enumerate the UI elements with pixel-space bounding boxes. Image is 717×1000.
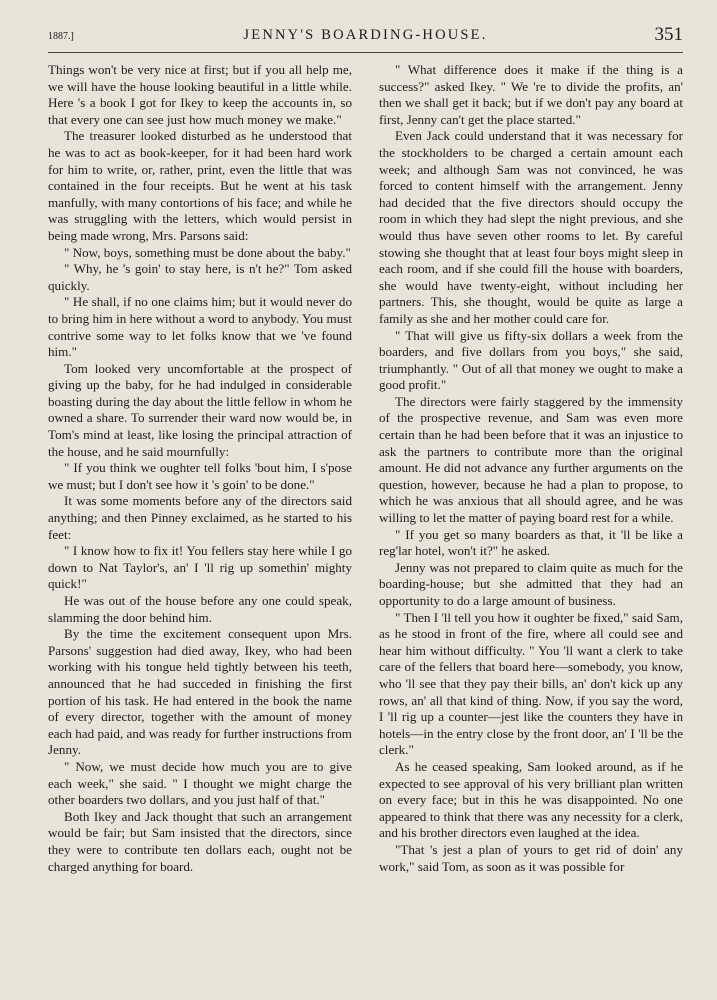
paragraph: " Why, he 's goin' to stay here, is n't he?" Tom asked quickly.: [48, 261, 352, 293]
paragraph: " Then I 'll tell you how it oughter be fixed," said Sam, as he stood in front of the fire, where all could see and hear him without difficulty. " You 'll want a clerk to take care of the fellers that board here—somebody, you know, who 'll see that they pay their bills, an' don't kick up any rows, an' all that kind of thing. Now, if you say the word, I 'll rig up a counter—jest like the counters they have in hotels—in the entry close by the front door, an' I 'll be the clerk.": [379, 609, 683, 758]
paragraph: Both Ikey and Jack thought that such an arrangement would be fair; but Sam insisted that the directors, since they were to contribute ten dollars each, ought not be charged anything for board.: [48, 808, 352, 874]
paragraph: Jenny was not prepared to claim quite as much for the boarding-house; but she admitted that they had an opportunity to do a large amount of business.: [379, 559, 683, 608]
paragraph: " If you think we oughter tell folks 'bout him, I s'pose we must; but I don't see how it 's goin' to be done.": [48, 460, 352, 492]
paragraph: " That will give us fifty-six dollars a week from the boarders, and five dollars from you boys," she said, triumphantly. " Out of all that money we ought to make a good profit.": [379, 327, 683, 393]
running-header: [48, 22, 683, 53]
paragraph: Things won't be very nice at first; but if you all help me, we will have the house looking beautiful in a little while. Here 's a book I got for Ikey to keep the accounts in, so that every one can see just how much money we make.": [48, 62, 352, 127]
paragraph: As he ceased speaking, Sam looked around, as if he expected to see approval of his very brilliant plan written on every face; but in this he was disappointed. No one appeared to think that there was any necessity for a clerk, and his brother directors even laughed at the idea.: [379, 758, 683, 841]
paragraph: " If you get so many boarders as that, it 'll be like a reg'lar hotel, won't it?" he asked.: [379, 526, 683, 559]
paragraph: " Now, we must decide how much you are to give each week," she said. " I thought we might charge the other boarders two dollars, and you just half of that.": [48, 758, 352, 808]
right-column: [379, 62, 683, 875]
paragraph: Tom looked very uncomfortable at the prospect of giving up the baby, for he had indulged in considerable boasting during the day about the little fellow in whom he owned a share. To surrender their ward now would be, in Tom's mind at least, like losing the principal attraction of the house, and he said mournfully:: [48, 360, 353, 459]
header-date: 1887.]: [48, 31, 74, 42]
paragraph: " Now, boys, something must be done about the baby.": [64, 244, 351, 260]
paragraph: It was some moments before any of the directors said anything; and then Pinney exclaimed, as he started to his feet:: [48, 493, 352, 542]
paragraph: He was out of the house before any one could speak, slamming the door behind him.: [48, 593, 352, 625]
paragraph: " I know how to fix it! You fellers stay here while I go down to Nat Taylor's, an' I 'll rig up somethin' mighty quick!": [48, 543, 352, 592]
paragraph: "That 's jest a plan of yours to get rid of doin' any work," said Tom, as soon as it was possible for: [379, 841, 683, 874]
left-column: [48, 62, 352, 875]
paragraph: " He shall, if no one claims him; but it would never do to bring him in here without a word to anybody. You must contrive some way to let folks know that we 've found him.": [48, 294, 352, 360]
page-number: 351: [654, 24, 683, 45]
paragraph: The directors were fairly staggered by the immensity of the prospective revenue, and Sam was even more certain than he had been before that it was an injustice to ask the partners to contribute more than the original amount. He did not advance any further arguments on the question, however, because he had a plan to propose, to which he was anxious that all should agree, and he was willing to let the matter of paying board rest for a while.: [379, 393, 683, 526]
paragraph: The treasurer looked disturbed as he understood that he was to act as book-keeper, for it had been hard work for him to write, or, rather, print, even the little that was contained in the four receipts. But he went at his task manfully, with many contortions of his face; and while he was struggling with the letters, which would persist in being made wrong, Mrs. Parsons said:: [48, 128, 352, 243]
paragraph: Even Jack could understand that it was necessary for the stockholders to be charged a certain amount each week; and although Sam was not convinced, he was forced to content himself with the arrangement. Jenny had decided that the five directors should occupy the room in which they had slept the night previous, and she would thus have seven other rooms to let. By careful stowing she thought that at least four boys might sleep in each room, and if she could fill the house with boarders, she would have twenty-eight, without including her partners. This, she thought, would be quite as large a family as she and her mother could care for.: [379, 128, 683, 326]
paragraph: By the time the excitement consequent upon Mrs. Parsons' suggestion had died away, Ikey, who had been working with his tongue held tightly between his teeth, announced that he had succeded in finishing the first portion of his task. He had entered in the book the name of every director, together with the amount of money each had paid, and was ready for further instructions from Jenny.: [48, 626, 352, 758]
text-columns: [48, 62, 683, 875]
paragraph: " What difference does it make if the thing is a success?" asked Ikey. " We 're to divide the profits, an' then we shall get it back; but if we don't pay any board at first, Jenny can't get the place started.": [379, 62, 683, 127]
header-title: JENNY'S BOARDING-HOUSE.: [243, 27, 488, 43]
